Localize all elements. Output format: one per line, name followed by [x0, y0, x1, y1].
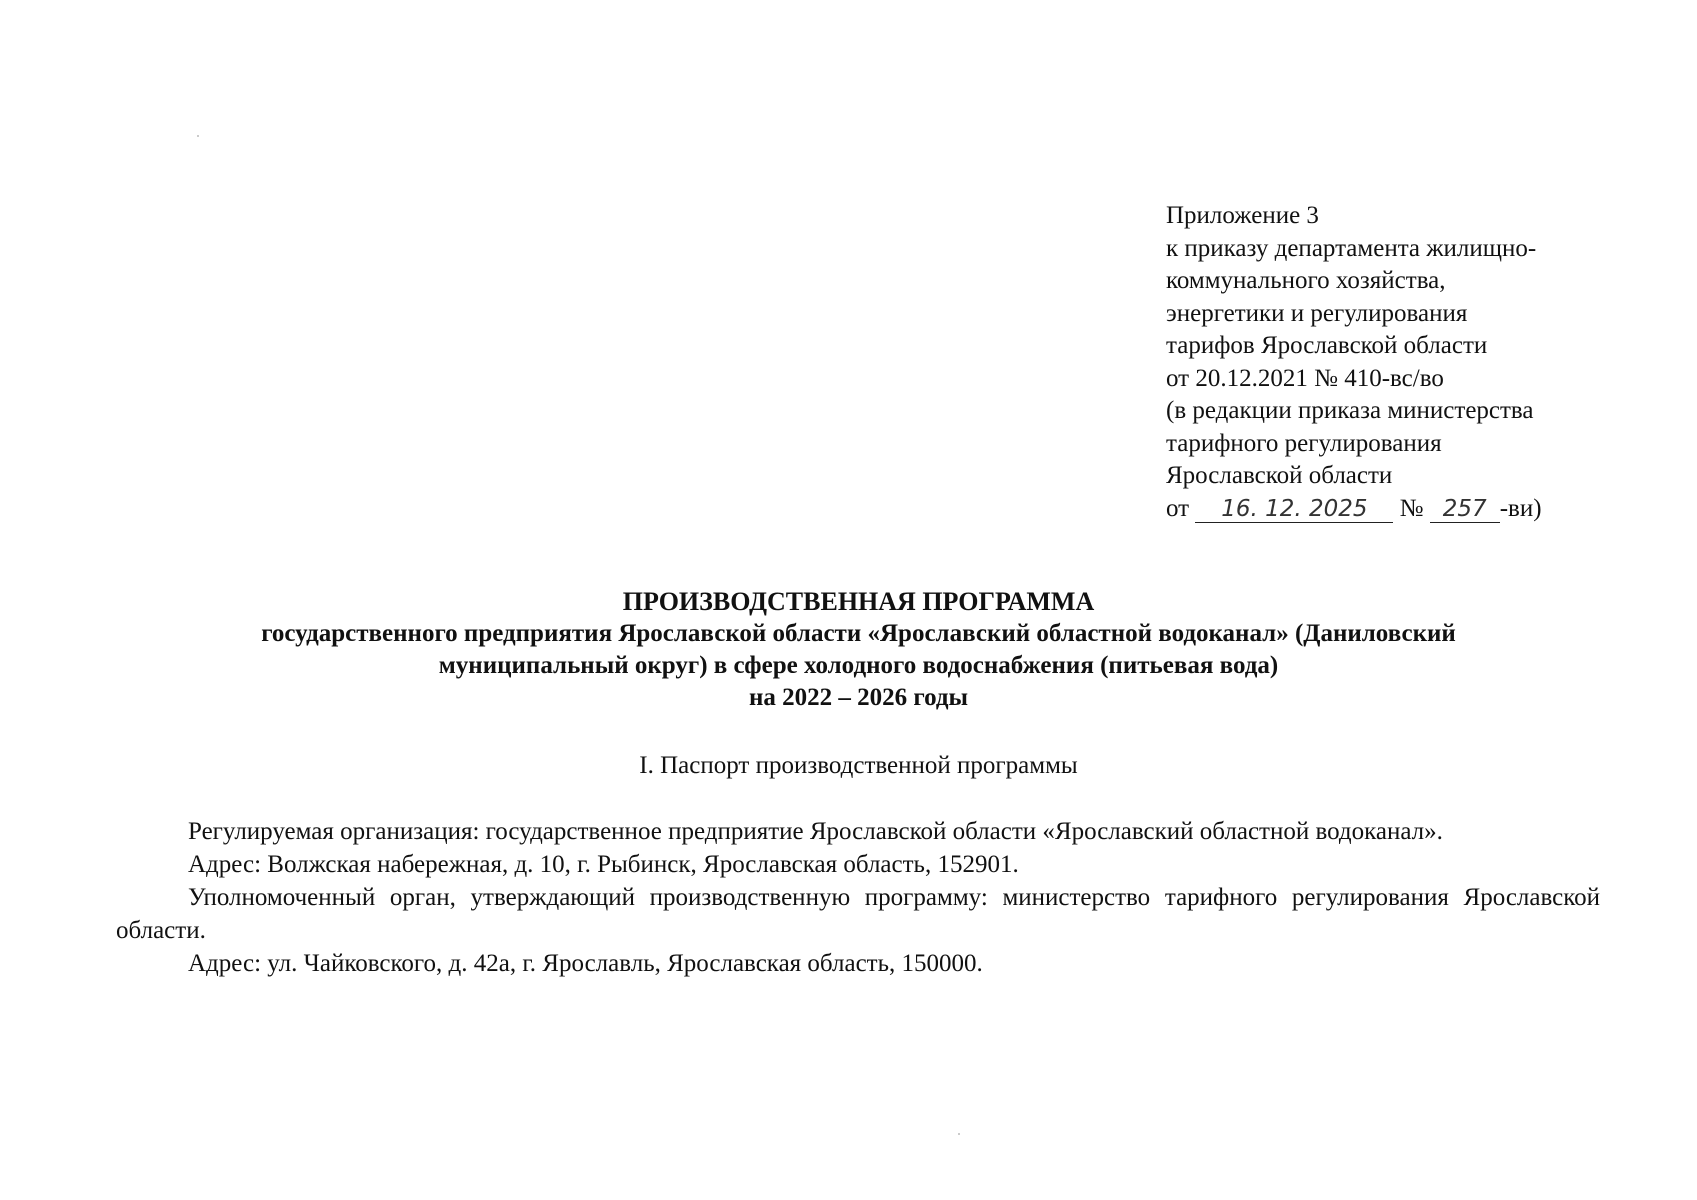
appendix-from-prefix: от	[1166, 494, 1196, 522]
appendix-line: тарифного регулирования	[1166, 429, 1442, 457]
body-paragraph: Адрес: Волжская набережная, д. 10, г. Рыбинск, Ярославская область, 152901.	[188, 851, 1019, 878]
appendix-line: тарифов Ярославской области	[1166, 332, 1488, 359]
appendix-block	[1166, 200, 1646, 525]
document-title: ПРОИЗВОДСТВЕННАЯ ПРОГРАММА	[622, 587, 1095, 616]
appendix-last-line	[1166, 493, 1646, 526]
section-heading: I. Паспорт производственной программы	[639, 752, 1078, 779]
document-subtitle-line: муниципальный округ) в сфере холодного водоснабжения (питьевая вода)	[438, 652, 1279, 679]
appendix-line: коммунального хозяйства,	[1166, 267, 1446, 294]
scan-speck	[197, 135, 199, 137]
body-text	[116, 815, 1600, 980]
appendix-line: Приложение 3	[1166, 202, 1319, 229]
number-suffix: -ви)	[1499, 494, 1542, 522]
document-subtitle-line: государственного предприятия Ярославской области «Ярославский областной водоканал» (Даниловский	[261, 620, 1456, 647]
appendix-line: (в редакции приказа министерства	[1166, 397, 1534, 424]
document-subtitle-line: на 2022 – 2026 годы	[748, 684, 969, 711]
body-paragraph: Адрес: ул. Чайковского, д. 42а, г. Ярославль, Ярославская область, 150000.	[188, 950, 983, 977]
handwritten-number: 257	[1430, 496, 1500, 523]
appendix-line: к приказу департамента жилищно-	[1166, 234, 1537, 262]
body-paragraph: Регулируемая организация: государственное предприятие Ярославской области «Ярославский областной водоканал».	[188, 818, 1443, 845]
number-sign: №	[1393, 494, 1430, 522]
scan-speck	[958, 1133, 960, 1135]
appendix-line: от 20.12.2021 № 410-вс/во	[1166, 364, 1444, 392]
body-paragraph: Уполномоченный орган, утверждающий производственную программу: министерство тарифного регулирования Ярославской области.	[116, 884, 1600, 944]
document-title-block	[120, 586, 1597, 714]
appendix-line: энергетики и регулирования	[1166, 299, 1468, 327]
handwritten-date: 16. 12. 2025	[1195, 496, 1393, 523]
appendix-line: Ярославской области	[1166, 462, 1393, 489]
